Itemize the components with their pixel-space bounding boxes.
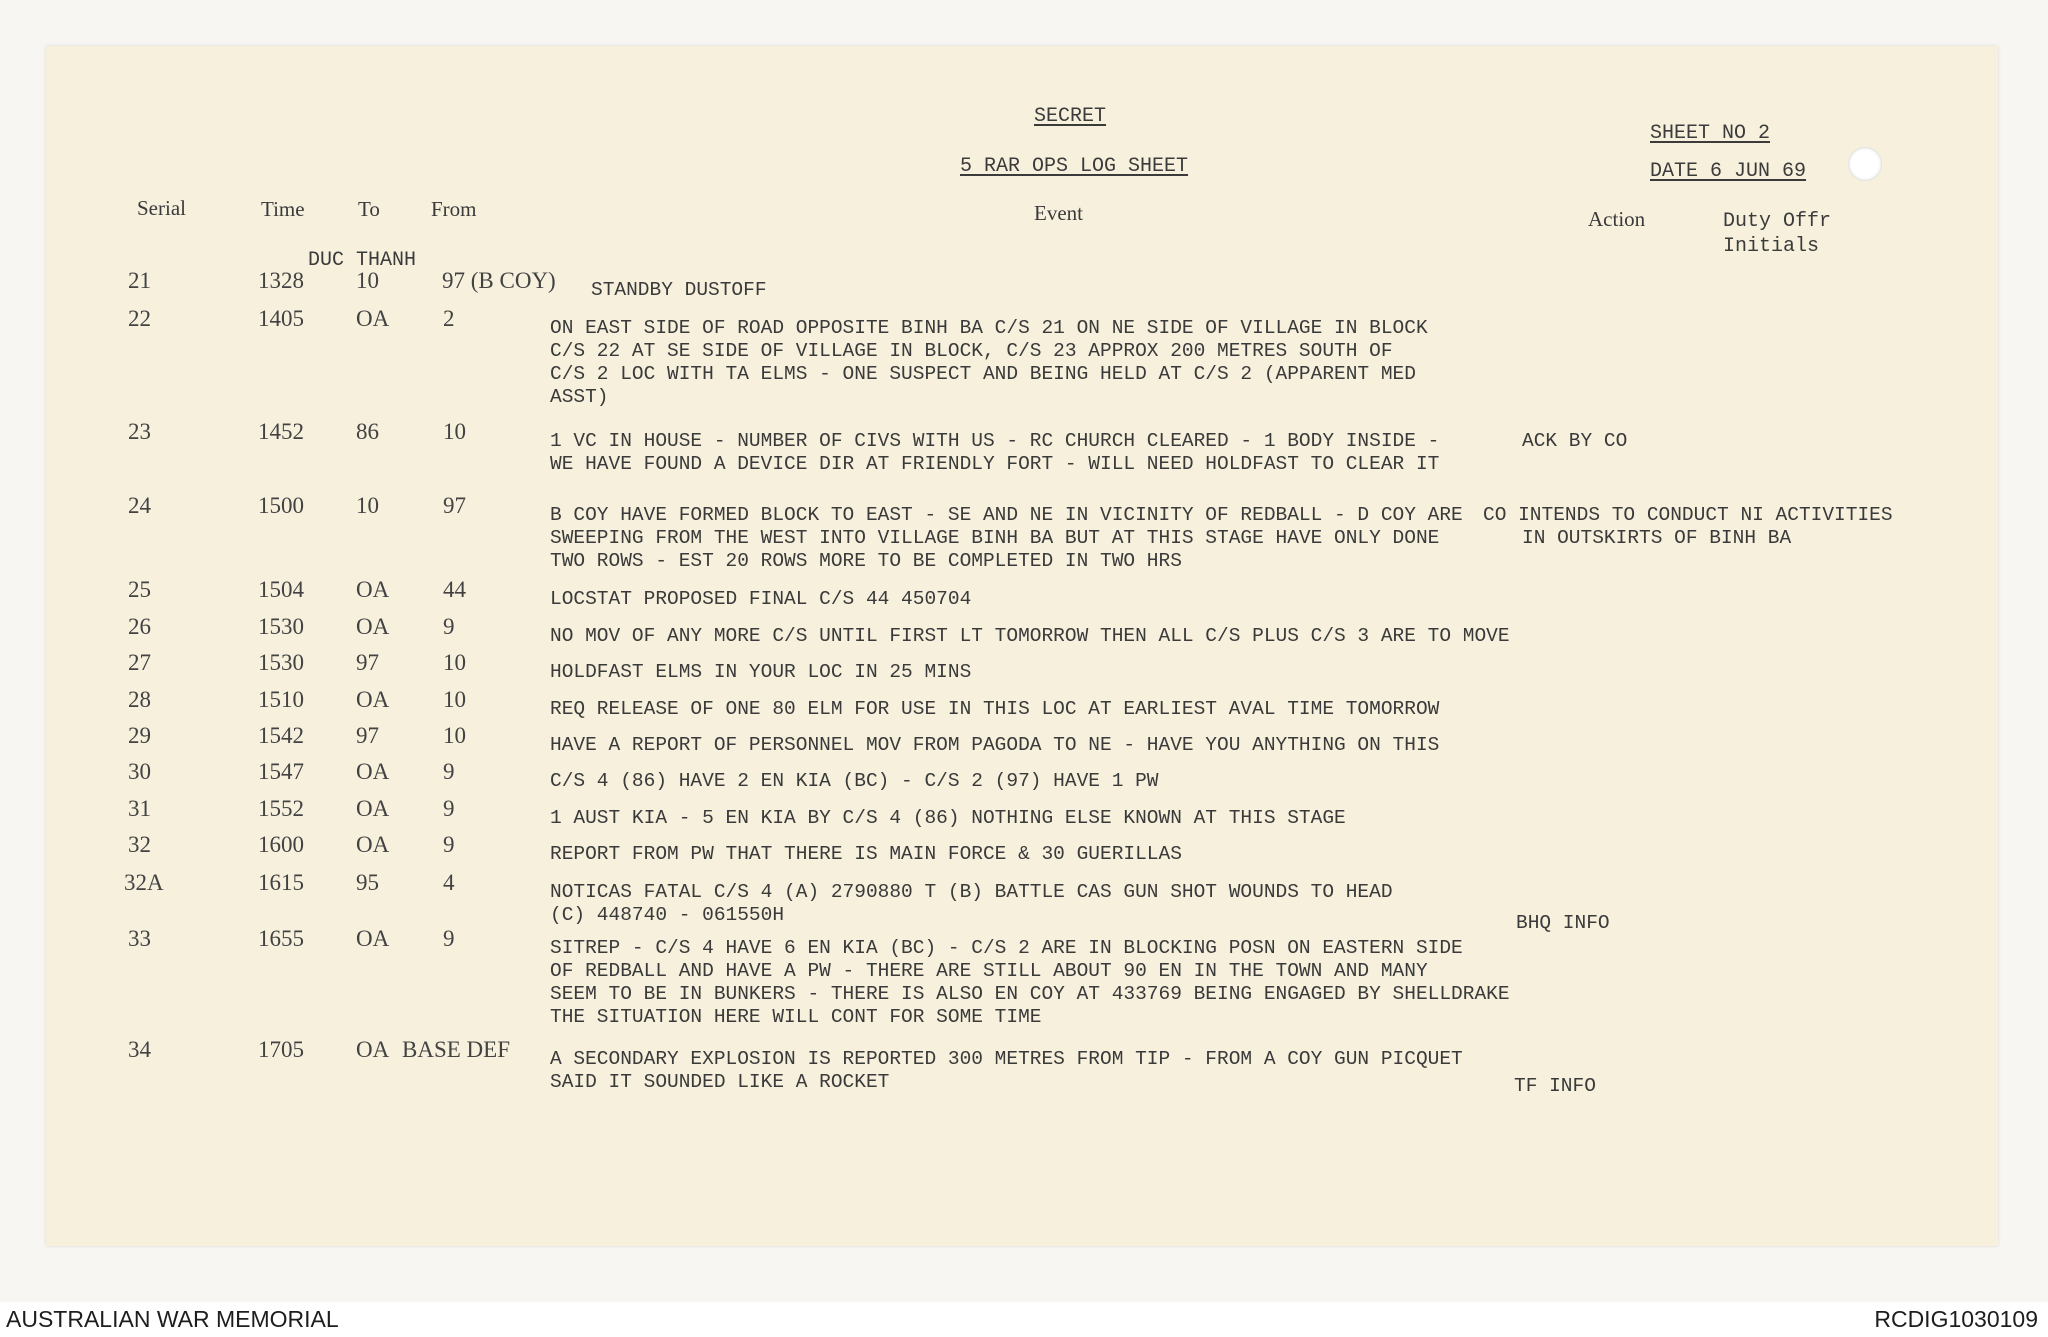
entry-serial: 32 (128, 832, 151, 857)
punch-hole (1848, 147, 1882, 181)
entry-event-line: C/S 2 LOC WITH TA ELMS - ONE SUSPECT AND BEING HELD AT C/S 2 (APPARENT MED (550, 363, 1416, 385)
column-header-serial: Serial (137, 196, 186, 220)
entry-from: BASE DEF (402, 1037, 510, 1062)
column-header-action: Action (1588, 207, 1646, 231)
entry-from: 10 (443, 650, 466, 675)
entry-time: 1510 (258, 687, 304, 712)
entry-event-line: REPORT FROM PW THAT THERE IS MAIN FORCE & 30 GUERILLAS (550, 843, 1182, 865)
entry-from: 44 (443, 577, 466, 602)
column-header-from: From (431, 197, 477, 221)
entry-serial: 29 (128, 723, 151, 748)
entry-time: 1504 (258, 577, 304, 602)
entry-time: 1530 (258, 650, 304, 675)
entry-action-line: BHQ INFO (1516, 912, 1610, 934)
entry-to: 10 (356, 268, 379, 293)
entry-time: 1552 (258, 796, 304, 821)
footer-record-id: RCDIG1030109 (1874, 1306, 2038, 1332)
column-header-to: To (358, 197, 380, 221)
entry-event-line: REQ RELEASE OF ONE 80 ELM FOR USE IN THIS LOC AT EARLIEST AVAL TIME TOMORROW (550, 698, 1440, 720)
entry-event-line: THE SITUATION HERE WILL CONT FOR SOME TIME (550, 1006, 1042, 1028)
entry-event-line: 1 VC IN HOUSE - NUMBER OF CIVS WITH US - RC CHURCH CLEARED - 1 BODY INSIDE - (550, 430, 1440, 452)
entry-time: 1655 (258, 926, 304, 951)
entry-serial: 23 (128, 419, 151, 444)
entry-from: 9 (443, 926, 455, 951)
entry-event-line: ASST) (550, 386, 609, 408)
entry-serial: 34 (128, 1037, 151, 1062)
entry-from: 10 (443, 723, 466, 748)
entry-to: 95 (356, 870, 379, 895)
entry-time: 1500 (258, 493, 304, 518)
entry-serial: 28 (128, 687, 151, 712)
entry-event-line: NO MOV OF ANY MORE C/S UNTIL FIRST LT TOMORROW THEN ALL C/S PLUS C/S 3 ARE TO MOVE (550, 625, 1510, 647)
document-title: 5 RAR OPS LOG SHEET (960, 155, 1189, 178)
entry-serial: 30 (128, 759, 151, 784)
entry-to: 97 (356, 723, 379, 748)
entry-serial: 26 (128, 614, 151, 639)
sheet-date: DATE 6 JUN 69 (1650, 160, 1807, 183)
entry-to: OA (356, 759, 390, 784)
log-sheet-paper (46, 46, 1998, 1246)
column-header-initials: Initials (1723, 235, 1820, 258)
entry-event-line: SAID IT SOUNDED LIKE A ROCKET (550, 1071, 890, 1093)
entry-to: OA (356, 306, 390, 331)
entry-serial: 24 (128, 493, 151, 518)
entry-to: OA (356, 796, 390, 821)
classification-heading: SECRET (1034, 105, 1107, 128)
entry-event-line: SEEM TO BE IN BUNKERS - THERE IS ALSO EN COY AT 433769 BEING ENGAGED BY SHELLDRAKE (550, 983, 1510, 1005)
entry-action-line: CO INTENDS TO CONDUCT NI ACTIVITIES (1483, 504, 1893, 526)
entry-event-line: TWO ROWS - EST 20 ROWS MORE TO BE COMPLETED IN TWO HRS (550, 550, 1182, 572)
entry-time: 1328 (258, 268, 304, 293)
entry-to: 86 (356, 419, 379, 444)
entry-from: 97 (443, 493, 466, 518)
entry-from: 2 (443, 306, 455, 331)
entry-to: 10 (356, 493, 379, 518)
entry-event-line: STANDBY DUSTOFF (591, 279, 767, 301)
location-note: DUC THANH (308, 249, 417, 272)
entry-to: OA (356, 926, 390, 951)
entry-event-line: 1 AUST KIA - 5 EN KIA BY C/S 4 (86) NOTHING ELSE KNOWN AT THIS STAGE (550, 807, 1346, 829)
entry-event-line: C/S 4 (86) HAVE 2 EN KIA (BC) - C/S 2 (97) HAVE 1 PW (550, 770, 1159, 792)
entry-time: 1452 (258, 419, 304, 444)
entry-event-line: C/S 22 AT SE SIDE OF VILLAGE IN BLOCK, C/S 23 APPROX 200 METRES SOUTH OF (550, 340, 1393, 362)
entry-time: 1542 (258, 723, 304, 748)
entry-from: 97 (B COY) (442, 268, 556, 293)
entry-from: 9 (443, 832, 455, 857)
entry-event-line: ON EAST SIDE OF ROAD OPPOSITE BINH BA C/S 21 ON NE SIDE OF VILLAGE IN BLOCK (550, 317, 1428, 339)
entry-serial: 32A (124, 870, 164, 895)
entry-serial: 22 (128, 306, 151, 331)
entry-event-line: OF REDBALL AND HAVE A PW - THERE ARE STILL ABOUT 90 EN IN THE TOWN AND MANY (550, 960, 1428, 982)
entry-action-line: IN OUTSKIRTS OF BINH BA (1522, 527, 1792, 549)
entry-event-line: B COY HAVE FORMED BLOCK TO EAST - SE AND NE IN VICINITY OF REDBALL - D COY ARE (550, 504, 1463, 526)
entry-time: 1405 (258, 306, 304, 331)
entry-from: 10 (443, 687, 466, 712)
entry-event-line: A SECONDARY EXPLOSION IS REPORTED 300 METRES FROM TIP - FROM A COY GUN PICQUET (550, 1048, 1463, 1070)
column-header-duty-offr: Duty Offr (1723, 210, 1832, 233)
entry-event-line: SITREP - C/S 4 HAVE 6 EN KIA (BC) - C/S 2 ARE IN BLOCKING POSN ON EASTERN SIDE (550, 937, 1463, 959)
entry-time: 1705 (258, 1037, 304, 1062)
sheet-number: SHEET NO 2 (1650, 122, 1771, 145)
entry-from: 4 (443, 870, 455, 895)
entry-time: 1615 (258, 870, 304, 895)
entry-from: 9 (443, 759, 455, 784)
column-header-time: Time (261, 197, 305, 221)
column-header-event: Event (1034, 201, 1083, 225)
entry-time: 1530 (258, 614, 304, 639)
entry-event-line: NOTICAS FATAL C/S 4 (A) 2790880 T (B) BATTLE CAS GUN SHOT WOUNDS TO HEAD (550, 881, 1393, 903)
entry-serial: 31 (128, 796, 151, 821)
entry-from: 9 (443, 614, 455, 639)
entry-from: 10 (443, 419, 466, 444)
entry-to: 97 (356, 650, 379, 675)
entry-to: OA (356, 687, 390, 712)
entry-event-line: SWEEPING FROM THE WEST INTO VILLAGE BINH BA BUT AT THIS STAGE HAVE ONLY DONE (550, 527, 1440, 549)
entry-serial: 27 (128, 650, 151, 675)
entry-to: OA (356, 614, 390, 639)
entry-time: 1547 (258, 759, 304, 784)
entry-event-line: HAVE A REPORT OF PERSONNEL MOV FROM PAGODA TO NE - HAVE YOU ANYTHING ON THIS (550, 734, 1440, 756)
entry-action-line: ACK BY CO (1522, 430, 1628, 452)
entry-serial: 33 (128, 926, 151, 951)
entry-event-line: HOLDFAST ELMS IN YOUR LOC IN 25 MINS (550, 661, 972, 683)
entry-time: 1600 (258, 832, 304, 857)
footer-institution: AUSTRALIAN WAR MEMORIAL (6, 1306, 339, 1332)
entry-event-line: LOCSTAT PROPOSED FINAL C/S 44 450704 (550, 588, 972, 610)
entry-to: OA (356, 1037, 390, 1062)
entry-action-line: TF INFO (1514, 1075, 1596, 1097)
entry-serial: 21 (128, 268, 151, 293)
entry-from: 9 (443, 796, 455, 821)
entry-to: OA (356, 832, 390, 857)
entry-event-line: WE HAVE FOUND A DEVICE DIR AT FRIENDLY FORT - WILL NEED HOLDFAST TO CLEAR IT (550, 453, 1440, 475)
entry-serial: 25 (128, 577, 151, 602)
entry-to: OA (356, 577, 390, 602)
entry-event-line: (C) 448740 - 061550H (550, 904, 785, 926)
